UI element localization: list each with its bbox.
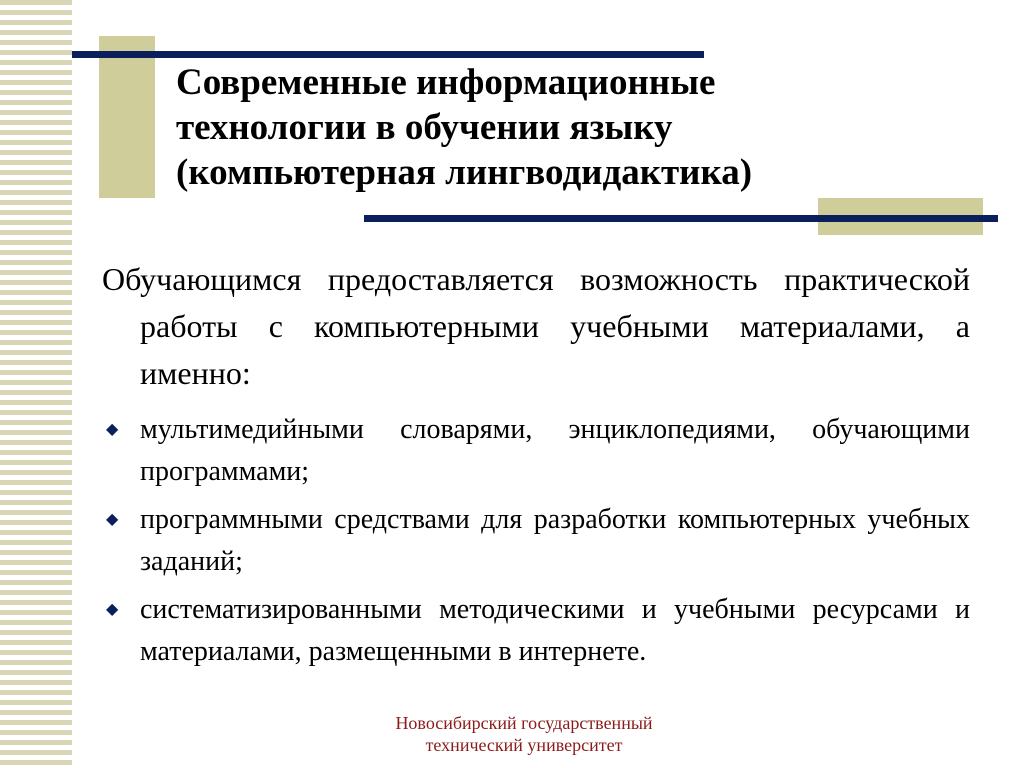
decorative-line-top: [72, 51, 704, 58]
left-striped-band: [0, 0, 72, 768]
intro-paragraph: Обучающимся предоставляется возможность практической работы с компьютерными учебными материалами, а именно:: [102, 261, 970, 391]
diamond-bullet-icon: ◆: [106, 511, 119, 528]
decorative-line-bottom: [364, 215, 998, 222]
slide-body: [102, 256, 970, 679]
bullet-text: мультимедийными словарями, энциклопедиями, обучающими программами;: [140, 414, 970, 487]
bullet-text: систематизированными методическими и учебными ресурсами и материалами, размещенными в интернете.: [140, 594, 970, 667]
slide-title-line-3: (компьютерная лингводидактика): [176, 152, 753, 193]
slide-title: [176, 60, 936, 195]
decorative-block-top: [99, 36, 155, 198]
slide-title-line-2: технологии в обучении языку: [176, 107, 673, 148]
diamond-bullet-icon: ◆: [106, 421, 119, 438]
list-item: [102, 499, 970, 583]
bullet-text: программными средствами для разработки компьютерных учебных заданий;: [140, 504, 970, 577]
slide-title-line-1: Современные информационные: [176, 62, 716, 103]
list-item: [102, 589, 970, 673]
footer-line-2: технический университет: [425, 735, 623, 755]
diamond-bullet-icon: ◆: [106, 601, 119, 618]
bullet-list: [102, 409, 970, 673]
footer-line-1: Новосибирский государственный: [395, 713, 653, 733]
list-item: [102, 409, 970, 493]
footer-university-name: [0, 712, 1024, 756]
